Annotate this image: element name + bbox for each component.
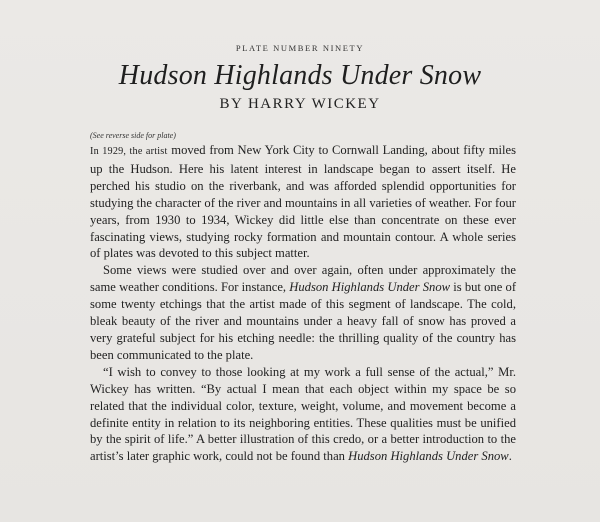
paragraph-2 [90, 262, 516, 363]
plate-reference-note: (See reverse side for plate) [90, 131, 176, 140]
paragraph-3-text-a: “I wish to convey to those looking at my work a full sense of the actual,” Mr. Wickey has written. “By actual I mean that each object within my space be so related that the individual color, texture, weight, volume, and movement become a definite entity in relation to its neighboring entities. These qualities must be unified by the spirit of life.” A better illustration of this credo, or a better introduction to the artist’s later graphic work, could not be found than [90, 364, 516, 464]
paragraph-2-text-a: Some views were studied over and over again, often under approximately the same weather conditions. For instance, [90, 263, 516, 295]
paragraph-3-text-b: . [508, 449, 512, 464]
page-title: Hudson Highlands Under Snow [118, 60, 482, 91]
paragraph-2-italic-title: Hudson Highlands Under Snow [289, 280, 451, 295]
paragraph-3-italic-title: Hudson Highlands Under Snow [348, 449, 509, 464]
author-byline: BY HARRY WICKEY [219, 96, 381, 112]
paragraph-2-text-b: is but one of some twenty etchings that the artist made of this segment of landscape. The cold, bleak beauty of the river and mountains under a heavy fall of snow has proved a very grateful subject for his etching needle: the thrilling quality of the country has been communicated to the plate. [90, 280, 517, 362]
paragraph-1-lead: In 1929, the artist [90, 146, 168, 157]
paragraph-1-text: moved from New York City to Cornwall Landing, about fifty miles up the Hudson. Here his latent interest in landscape began to assert itself. He perched his studio on the riverbank, and was afforded splendid opportunities for studying the character of the river and mountains in all varieties of weather. For four years, from 1930 to 1934, Wickey did little else than concentrate on these ever fascinating views, studying rocky formation and mountain contour. A whole series of plates was devoted to this subject matter. [90, 143, 517, 261]
plate-number-heading: PLATE NUMBER NINETY [235, 43, 365, 53]
article-body [90, 142, 516, 465]
paragraph-1 [90, 142, 516, 262]
paragraph-3 [90, 364, 516, 465]
